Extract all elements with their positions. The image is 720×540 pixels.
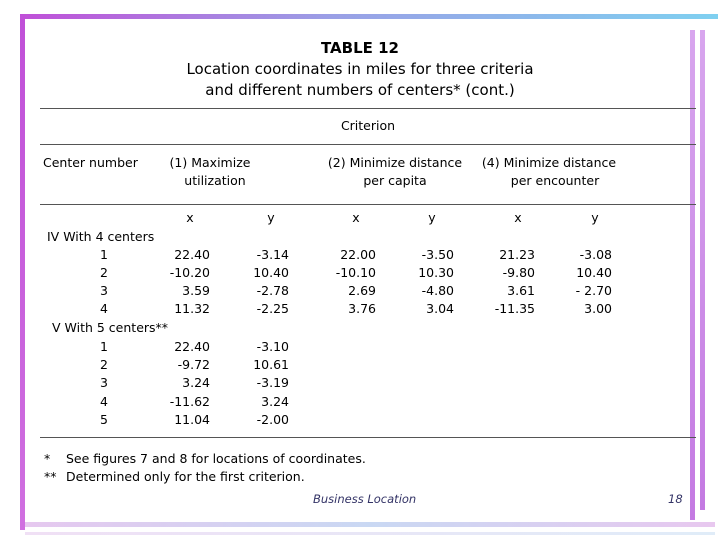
bottom-border-decoration [25, 522, 715, 527]
cell-c1-y: -3.14 [256, 247, 289, 262]
cell-c1-x: -9.72 [177, 357, 210, 372]
cell-c4-x: -9.80 [502, 265, 535, 280]
cell-c4-y: 10.40 [576, 265, 612, 280]
criterion-4-header-line1: (4) Minimize distance [481, 155, 617, 170]
cell-c1-y: 3.24 [261, 394, 289, 409]
criterion-1-header-line2: utilization [184, 173, 246, 188]
cell-c2-x: 3.76 [348, 301, 376, 316]
cell-c2-y: 3.04 [426, 301, 454, 316]
cell-c2-y: 10.30 [418, 265, 454, 280]
cell-c1-y: -2.78 [256, 283, 289, 298]
center-number: 1 [100, 339, 108, 354]
cell-c1-y: -3.10 [256, 339, 289, 354]
coord-header-4x: x [514, 210, 522, 225]
footnote-text-1: See figures 7 and 8 for locations of coordinates. [66, 451, 366, 466]
cell-c2-x: -10.10 [335, 265, 376, 280]
cell-c1-y: 10.61 [253, 357, 289, 372]
cell-c1-x: 11.04 [174, 412, 210, 427]
center-number: 4 [100, 394, 108, 409]
coord-header-4y: y [591, 210, 599, 225]
cell-c1-x: 22.40 [174, 247, 210, 262]
coord-header-1y: y [267, 210, 275, 225]
cell-c2-x: 22.00 [340, 247, 376, 262]
cell-c4-y: - 2.70 [575, 283, 612, 298]
cell-c1-x: 11.32 [174, 301, 210, 316]
table-title: TABLE 12 [320, 39, 399, 57]
cell-c2-x: 2.69 [348, 283, 376, 298]
cell-c1-y: -2.00 [256, 412, 289, 427]
cell-c4-x: 21.23 [499, 247, 535, 262]
cell-c4-y: -3.08 [579, 247, 612, 262]
center-number: 5 [100, 412, 108, 427]
center-number: 2 [100, 357, 108, 372]
group-label-iv: IV With 4 centers [47, 229, 155, 244]
right-border-decoration [690, 30, 695, 520]
footnote-text-2: Determined only for the first criterion. [66, 469, 305, 484]
coord-header-1x: x [186, 210, 194, 225]
group-label-v: V With 5 centers** [52, 320, 169, 335]
table-top-rule [40, 108, 696, 109]
center-number: 1 [100, 247, 108, 262]
cell-c1-x: 22.40 [174, 339, 210, 354]
cell-c2-y: -4.80 [421, 283, 454, 298]
top-border-decoration [20, 14, 718, 19]
criterion-4-header-line2: per encounter [510, 173, 600, 188]
cell-c2-y: -3.50 [421, 247, 454, 262]
center-number: 3 [100, 375, 108, 390]
cell-c1-x: 3.59 [182, 283, 210, 298]
center-number: 2 [100, 265, 108, 280]
criterion-2-header-line1: (2) Minimize distance [327, 155, 463, 170]
table-subtitle-line2: and different numbers of centers* (cont.) [205, 81, 515, 99]
cell-c1-y: -2.25 [256, 301, 289, 316]
cell-c1-x: 3.24 [182, 375, 210, 390]
criterion-header: Criterion [340, 118, 396, 133]
bottom-border-decoration-outer [25, 532, 715, 535]
footer-source: Business Location [313, 492, 417, 506]
footnote-mark-1: * [44, 451, 51, 466]
cell-c4-x: -11.35 [494, 301, 535, 316]
coord-header-2x: x [352, 210, 360, 225]
coord-header-2y: y [428, 210, 436, 225]
cell-c4-x: 3.61 [507, 283, 535, 298]
right-border-decoration-outer [700, 30, 705, 510]
center-number-header: Center number [43, 155, 138, 170]
cell-c4-y: 3.00 [584, 301, 612, 316]
center-number: 3 [100, 283, 108, 298]
cell-c1-y: -3.19 [256, 375, 289, 390]
cell-c1-y: 10.40 [253, 265, 289, 280]
table-subtitle-line1: Location coordinates in miles for three criteria [186, 60, 534, 78]
center-number: 4 [100, 301, 108, 316]
criterion-2-header-line2: per capita [363, 173, 427, 188]
cell-c1-x: -11.62 [169, 394, 210, 409]
criterion-1-header-line1: (1) Maximize [169, 155, 251, 170]
header-rule [40, 204, 696, 205]
criterion-rule [40, 144, 696, 145]
page-number: 18 [668, 492, 683, 506]
footnote-mark-2: ** [44, 469, 57, 484]
table-bottom-rule [40, 437, 696, 438]
cell-c1-x: -10.20 [169, 265, 210, 280]
